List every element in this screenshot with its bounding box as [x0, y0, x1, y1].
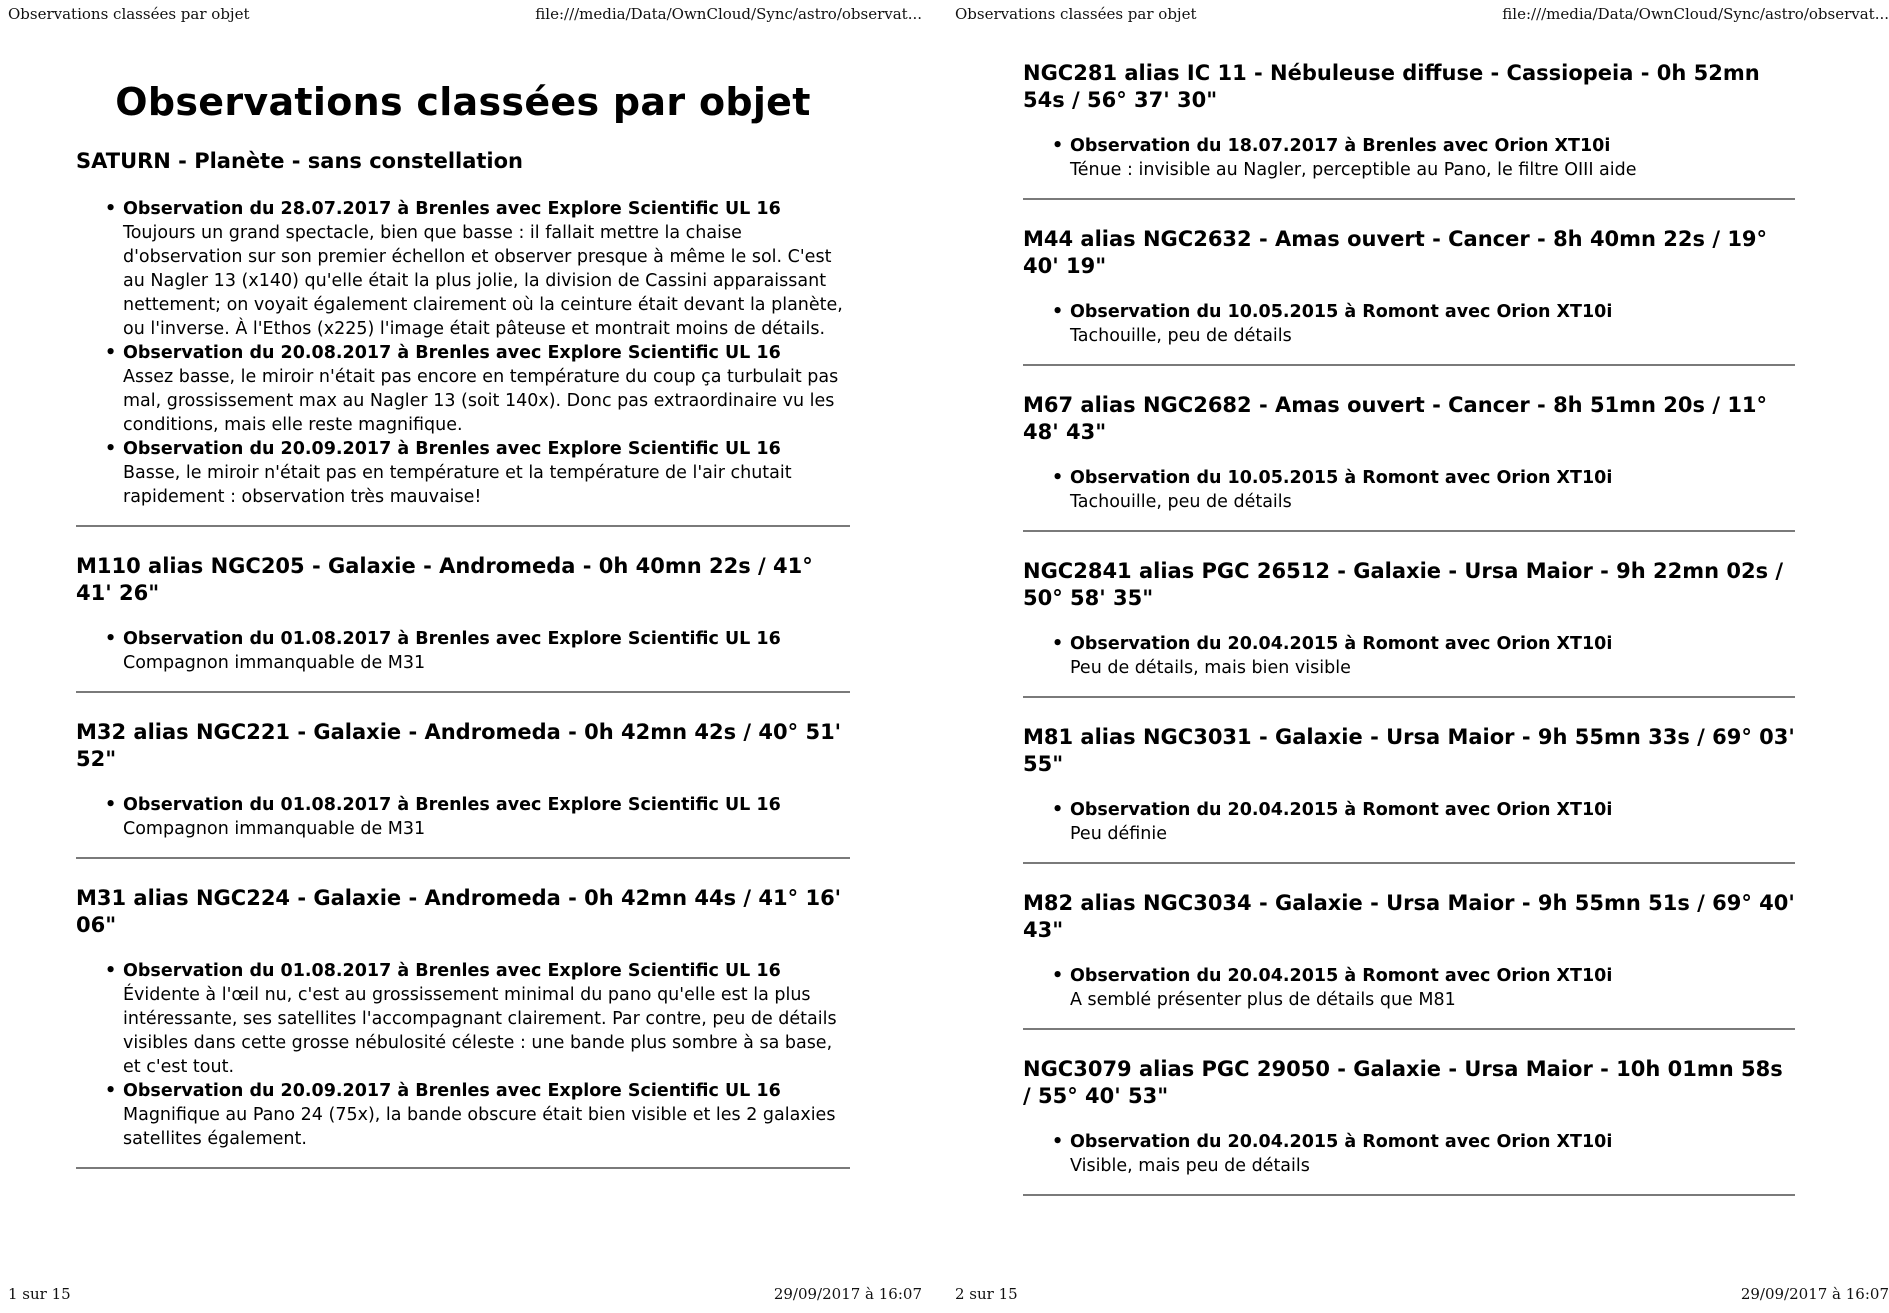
- object-entry: [76, 553, 850, 693]
- observation-item: [123, 437, 850, 509]
- page-header-title: Observations classées par objet: [955, 5, 1197, 23]
- print-timestamp: 29/09/2017 à 16:07: [773, 1285, 922, 1303]
- object-title: M31 alias NGC224 - Galaxie - Andromeda - 0h 42mn 44s / 41° 16' 06": [76, 885, 842, 937]
- section-divider: [76, 691, 850, 693]
- page-number: 1 sur 15: [8, 1285, 71, 1303]
- object-title: NGC281 alias IC 11 - Nébuleuse diffuse - Cassiopeia - 0h 52mn 54s / 56° 37' 30": [1023, 61, 1760, 112]
- observation-notes: Tachouille, peu de détails: [1070, 326, 1292, 346]
- observation-heading: • Observation du 20.04.2015 à Romont avec Orion XT10i: [1070, 634, 1613, 654]
- observation-heading: • Observation du 10.05.2015 à Romont avec Orion XT10i: [1070, 302, 1613, 322]
- object-entry: [1023, 226, 1795, 366]
- object-entry: [1023, 60, 1795, 200]
- section-divider: [1023, 1194, 1795, 1196]
- page-content: [1023, 60, 1795, 1222]
- object-title: M44 alias NGC2632 - Amas ouvert - Cancer - 8h 40mn 22s / 19° 40' 19": [1023, 227, 1768, 278]
- observation-item: [1070, 466, 1795, 514]
- observation-item: [1070, 300, 1795, 348]
- page-content: [76, 80, 850, 1195]
- object-entry: [1023, 558, 1795, 698]
- observation-heading: • Observation du 20.09.2017 à Brenles avec Explore Scientific UL 16: [123, 1080, 781, 1101]
- page-number: 2 sur 15: [955, 1285, 1018, 1303]
- observation-item: [1070, 798, 1795, 846]
- section-divider: [76, 857, 850, 859]
- observation-notes: Compagnon immanquable de M31: [123, 652, 426, 673]
- observation-heading: • Observation du 20.04.2015 à Romont avec Orion XT10i: [1070, 1132, 1613, 1152]
- observation-item: [123, 341, 850, 437]
- observation-heading: • Observation du 20.04.2015 à Romont avec Orion XT10i: [1070, 966, 1613, 986]
- object-title: M32 alias NGC221 - Galaxie - Andromeda - 0h 42mn 42s / 40° 51' 52": [76, 719, 842, 771]
- observation-list: [76, 959, 850, 1151]
- observation-item: [123, 793, 850, 841]
- print-page-1: [0, 0, 934, 1313]
- observation-notes: Compagnon immanquable de M31: [123, 818, 426, 839]
- object-entry: [76, 885, 850, 1169]
- observation-heading: • Observation du 01.08.2017 à Brenles avec Explore Scientific UL 16: [123, 960, 781, 981]
- observation-heading: • Observation du 10.05.2015 à Romont avec Orion XT10i: [1070, 468, 1613, 488]
- observation-list: [1023, 632, 1795, 680]
- object-title: M82 alias NGC3034 - Galaxie - Ursa Maior - 9h 55mn 51s / 69° 40' 43": [1023, 891, 1795, 942]
- observation-list: [1023, 1130, 1795, 1178]
- object-title: NGC3079 alias PGC 29050 - Galaxie - Ursa Maior - 10h 01mn 58s / 55° 40' 53": [1023, 1057, 1783, 1108]
- object-entry: [1023, 724, 1795, 864]
- observation-notes: Basse, le miroir n'était pas en température et la température de l'air chutait rapidement : observation très mauvaise!: [123, 462, 792, 507]
- object-title: M67 alias NGC2682 - Amas ouvert - Cancer - 8h 51mn 20s / 11° 48' 43": [1023, 393, 1768, 444]
- section-divider: [1023, 1028, 1795, 1030]
- observation-list: [1023, 466, 1795, 514]
- observation-list: [1023, 300, 1795, 348]
- observation-notes: Peu définie: [1070, 824, 1167, 844]
- section-divider: [76, 525, 850, 527]
- object-entry: [1023, 1056, 1795, 1196]
- observation-heading: • Observation du 20.09.2017 à Brenles avec Explore Scientific UL 16: [123, 438, 781, 459]
- observation-item: [1070, 1130, 1795, 1178]
- observation-item: [1070, 134, 1795, 182]
- document-title: Observations classées par objet: [115, 80, 811, 124]
- observation-notes: Visible, mais peu de détails: [1070, 1156, 1310, 1176]
- print-page-2: [955, 0, 1889, 1313]
- observation-item: [123, 1079, 850, 1151]
- section-divider: [1023, 364, 1795, 366]
- object-entry: [76, 719, 850, 859]
- observation-item: [123, 959, 850, 1079]
- section-divider: [1023, 530, 1795, 532]
- observation-notes: Magnifique au Pano 24 (75x), la bande obscure était bien visible et les 2 galaxies satellites également.: [123, 1104, 836, 1149]
- section-divider: [1023, 696, 1795, 698]
- observation-heading: • Observation du 20.04.2015 à Romont avec Orion XT10i: [1070, 800, 1613, 820]
- observation-heading: • Observation du 28.07.2017 à Brenles avec Explore Scientific UL 16: [123, 198, 781, 219]
- observation-item: [123, 197, 850, 341]
- observation-item: [123, 627, 850, 675]
- observation-notes: Toujours un grand spectacle, bien que basse : il fallait mettre la chaise d'observation sur son premier échellon et observer presque à même le sol. C'est au Nagler 13 (x140) qu'elle était la plus jolie, la division de Cassini apparaissant nettement; on voyait également clairement où la ceinture était devant la planète, ou l'inverse. À l'Ethos (x225) l'image était pâteuse et montrait moins de détails.: [123, 222, 843, 339]
- section-divider: [76, 1167, 850, 1169]
- observation-list: [1023, 798, 1795, 846]
- observation-notes: Peu de détails, mais bien visible: [1070, 658, 1351, 678]
- observation-notes: A semblé présenter plus de détails que M81: [1070, 990, 1456, 1010]
- print-timestamp: 29/09/2017 à 16:07: [1740, 1285, 1889, 1303]
- observation-heading: • Observation du 01.08.2017 à Brenles avec Explore Scientific UL 16: [123, 628, 781, 649]
- observation-heading: • Observation du 20.08.2017 à Brenles avec Explore Scientific UL 16: [123, 342, 781, 363]
- page-header-url: file:///media/Data/OwnCloud/Sync/astro/observat...: [1502, 5, 1889, 23]
- object-entry: [1023, 890, 1795, 1030]
- section-divider: [1023, 198, 1795, 200]
- section-divider: [1023, 862, 1795, 864]
- object-title: SATURN - Planète - sans constellation: [76, 148, 523, 173]
- observation-item: [1070, 632, 1795, 680]
- observation-list: [76, 197, 850, 509]
- observation-notes: Ténue : invisible au Nagler, perceptible au Pano, le filtre OIII aide: [1070, 160, 1637, 180]
- page-header-url: file:///media/Data/OwnCloud/Sync/astro/observat...: [535, 5, 922, 23]
- object-title: M110 alias NGC205 - Galaxie - Andromeda - 0h 40mn 22s / 41° 41' 26": [76, 553, 813, 605]
- object-entry: [1023, 392, 1795, 532]
- object-title: M81 alias NGC3031 - Galaxie - Ursa Maior - 9h 55mn 33s / 69° 03' 55": [1023, 725, 1795, 776]
- observation-list: [1023, 964, 1795, 1012]
- observation-heading: • Observation du 18.07.2017 à Brenles avec Orion XT10i: [1070, 136, 1611, 156]
- observation-list: [76, 627, 850, 675]
- observation-notes: Évidente à l'œil nu, c'est au grossissement minimal du pano qu'elle est la plus intéressante, ses satellites l'accompagnant clairement. Par contre, peu de détails visibles dans cette grosse nébulosité céleste : une bande plus sombre à sa base, et c'est tout.: [123, 984, 837, 1077]
- object-entry: [76, 148, 850, 527]
- observation-notes: Assez basse, le miroir n'était pas encore en température du coup ça turbulait pas mal, grossissement max au Nagler 13 (soit 140x). Donc pas extraordinaire vu les conditions, mais elle reste magnifique.: [123, 366, 839, 435]
- observation-item: [1070, 964, 1795, 1012]
- observation-list: [1023, 134, 1795, 182]
- observation-heading: • Observation du 01.08.2017 à Brenles avec Explore Scientific UL 16: [123, 794, 781, 815]
- object-title: NGC2841 alias PGC 26512 - Galaxie - Ursa Maior - 9h 22mn 02s / 50° 58' 35": [1023, 559, 1784, 610]
- page-header-title: Observations classées par objet: [8, 5, 250, 23]
- observation-list: [76, 793, 850, 841]
- observation-notes: Tachouille, peu de détails: [1070, 492, 1292, 512]
